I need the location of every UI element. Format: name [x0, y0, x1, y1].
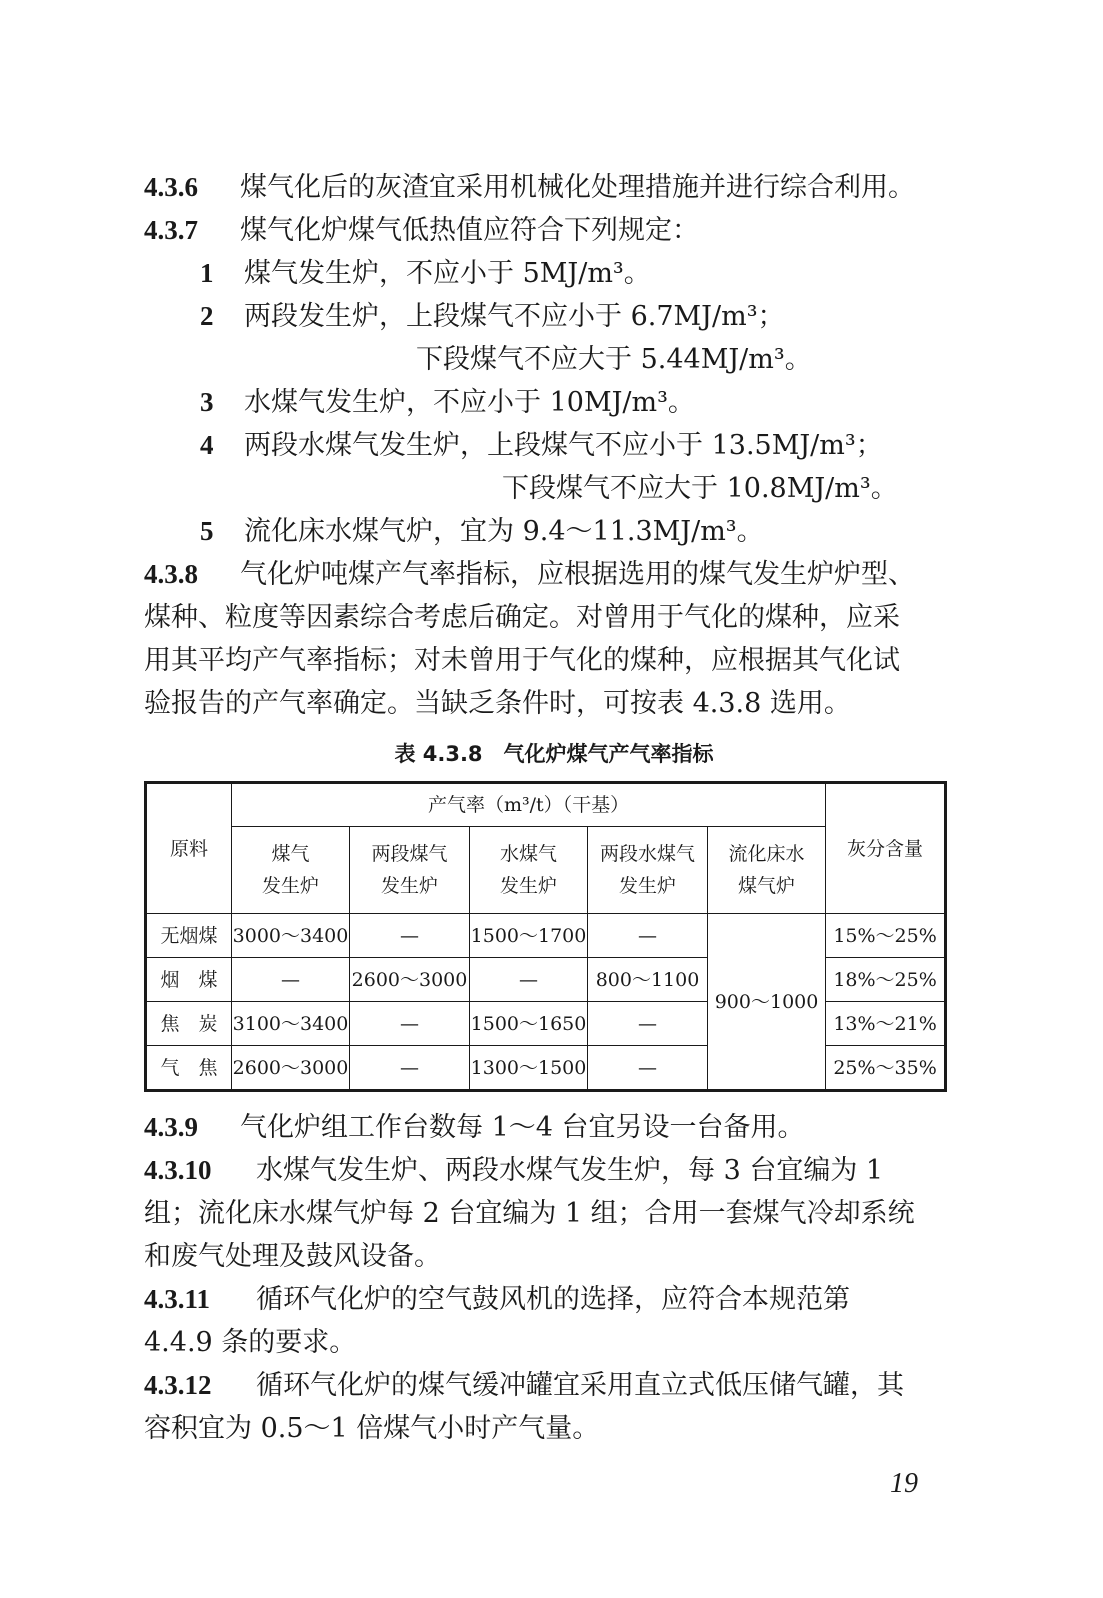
item-text: 煤气发生炉，不应小于 5MJ/m³。 — [244, 258, 651, 289]
cell-value: 800～1100 — [588, 958, 708, 1002]
header-two-stage-producer: 两段煤气 发生炉 — [350, 827, 470, 914]
cell-value: 1500～1650 — [470, 1002, 588, 1046]
gas-yield-table — [144, 781, 947, 1092]
list-item-5 — [144, 510, 964, 553]
clause-4-3-12-line-1 — [144, 1364, 964, 1407]
table-caption: 表 4.3.8 气化炉煤气产气率指标 — [394, 742, 714, 766]
clause-text: 循环气化炉的空气鼓风机的选择，应符合本规范第 — [256, 1284, 850, 1315]
clause-4-3-10-line-3: 和废气处理及鼓风设备。 — [144, 1241, 441, 1272]
cell-value: 3000～3400 — [232, 914, 350, 958]
document-page — [144, 166, 964, 1450]
clause-4-3-12-line-2: 容积宜为 0.5～1 倍煤气小时产气量。 — [144, 1413, 600, 1444]
item-text: 流化床水煤气炉，宜为 9.4～11.3MJ/m³。 — [244, 516, 764, 547]
cell-ash: 18%～25% — [826, 958, 946, 1002]
table-row — [146, 1046, 946, 1091]
clause-number: 4.3.8 — [144, 559, 198, 589]
clause-4-3-6 — [144, 166, 964, 209]
clause-text: 气化炉组工作台数每 1～4 台宜另设一台备用。 — [240, 1112, 805, 1143]
clause-4-3-10-line-2: 组；流化床水煤气炉每 2 台宜编为 1 组；合用一套煤气冷却系统 — [144, 1198, 915, 1229]
cell-material: 焦 炭 — [146, 1002, 232, 1046]
item-text: 两段发生炉，上段煤气不应小于 6.7MJ/m³； — [244, 301, 785, 332]
clause-4-3-9 — [144, 1106, 964, 1149]
clause-text: 循环气化炉的煤气缓冲罐宜采用直立式低压储气罐，其 — [256, 1370, 904, 1401]
cell-value: 3100～3400 — [232, 1002, 350, 1046]
list-item-3 — [144, 381, 964, 424]
list-item-1 — [144, 252, 964, 295]
list-item-4 — [144, 424, 964, 467]
clause-text: 煤气化炉煤气低热值应符合下列规定： — [240, 215, 699, 246]
list-item-2-continuation: 下段煤气不应大于 5.44MJ/m³。 — [416, 344, 812, 375]
cell-value: — — [350, 1002, 470, 1046]
clause-4-3-11-line-1 — [144, 1278, 964, 1321]
table-row — [146, 958, 946, 1002]
table-row — [146, 1002, 946, 1046]
cell-value: 2600～3000 — [232, 1046, 350, 1091]
page-number: 19 — [890, 1468, 918, 1499]
cell-value: — — [350, 914, 470, 958]
cell-value: — — [350, 1046, 470, 1091]
cell-value: 1300～1500 — [470, 1046, 588, 1091]
clause-4-3-10-line-1 — [144, 1149, 964, 1192]
item-text: 水煤气发生炉，不应小于 10MJ/m³。 — [244, 387, 695, 418]
header-ash-content: 灰分含量 — [826, 783, 946, 914]
table-row — [146, 914, 946, 958]
cell-material: 烟 煤 — [146, 958, 232, 1002]
cell-value: — — [470, 958, 588, 1002]
cell-material: 无烟煤 — [146, 914, 232, 958]
clause-number: 4.3.7 — [144, 215, 198, 245]
item-number: 2 — [200, 301, 214, 331]
clause-number: 4.3.10 — [144, 1155, 212, 1185]
clause-text: 水煤气发生炉、两段水煤气发生炉，每 3 台宜编为 1 — [256, 1155, 884, 1186]
cell-fluidized-merged: 900～1000 — [708, 914, 826, 1091]
list-item-2 — [144, 295, 964, 338]
cell-value: 2600～3000 — [350, 958, 470, 1002]
header-fluidized-bed-water-gas: 流化床水 煤气炉 — [708, 827, 826, 914]
header-gas-yield-group: 产气率（m³/t）（干基） — [232, 783, 826, 827]
item-number: 1 — [200, 258, 214, 288]
clause-number: 4.3.6 — [144, 172, 198, 202]
item-number: 3 — [200, 387, 214, 417]
header-material: 原料 — [146, 783, 232, 914]
cell-value: — — [588, 914, 708, 958]
cell-value: — — [588, 1046, 708, 1091]
clause-4-3-8-line-4: 验报告的产气率确定。当缺乏条件时，可按表 4.3.8 选用。 — [144, 688, 851, 719]
item-number: 5 — [200, 516, 214, 546]
clause-4-3-8-line-2: 煤种、粒度等因素综合考虑后确定。对曾用于气化的煤种，应采 — [144, 602, 900, 633]
cell-value: — — [588, 1002, 708, 1046]
cell-value: 1500～1700 — [470, 914, 588, 958]
clause-4-3-8-line-1 — [144, 553, 964, 596]
cell-value: — — [232, 958, 350, 1002]
cell-ash: 13%～21% — [826, 1002, 946, 1046]
list-item-4-continuation: 下段煤气不应大于 10.8MJ/m³。 — [502, 473, 898, 504]
clause-text: 气化炉吨煤产气率指标，应根据选用的煤气发生炉炉型、 — [240, 559, 915, 590]
clause-4-3-8-line-3: 用其平均产气率指标；对未曾用于气化的煤种，应根据其气化试 — [144, 645, 900, 676]
header-water-gas-producer: 水煤气 发生炉 — [470, 827, 588, 914]
item-number: 4 — [200, 430, 214, 460]
clause-number: 4.3.9 — [144, 1112, 198, 1142]
cell-ash: 15%～25% — [826, 914, 946, 958]
clause-number: 4.3.11 — [144, 1284, 211, 1314]
item-text: 两段水煤气发生炉，上段煤气不应小于 13.5MJ/m³； — [244, 430, 883, 461]
clause-text: 煤气化后的灰渣宜采用机械化处理措施并进行综合利用。 — [240, 172, 915, 203]
clause-4-3-11-line-2: 4.4.9 条的要求。 — [144, 1327, 357, 1358]
cell-ash: 25%～35% — [826, 1046, 946, 1091]
cell-material: 气 焦 — [146, 1046, 232, 1091]
header-gas-producer: 煤气 发生炉 — [232, 827, 350, 914]
header-two-stage-water-gas-producer: 两段水煤气 发生炉 — [588, 827, 708, 914]
clause-4-3-7 — [144, 209, 964, 252]
clause-number: 4.3.12 — [144, 1370, 212, 1400]
